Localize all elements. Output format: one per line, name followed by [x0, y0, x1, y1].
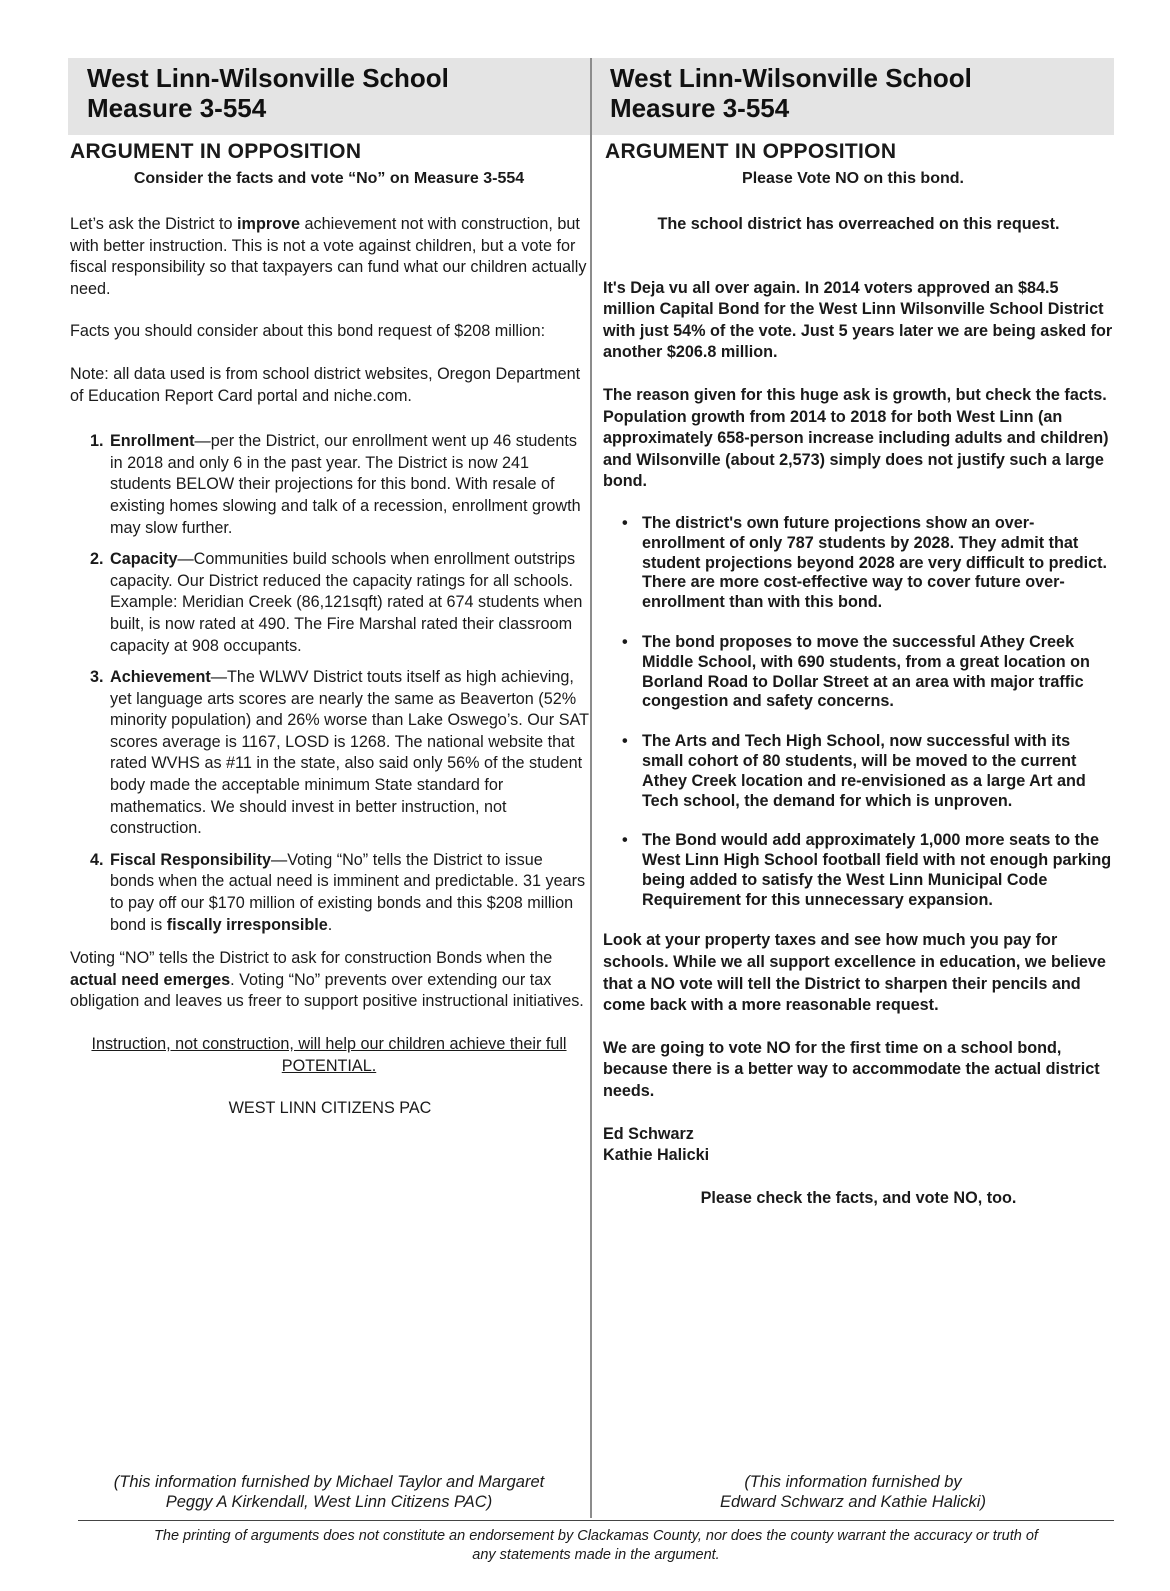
- right-growth: The reason given for this huge ask is growth, but check the facts. Population growth from 2014 to 2018 for both West Linn (an approximately 658-person increase including adults and children) and Wilsonville (about 2,573) simply does not justify such a large bond.: [603, 385, 1109, 491]
- fact-text-end: .: [327, 915, 333, 934]
- left-title-line2: Measure 3-554: [87, 93, 267, 123]
- left-argument-column: [68, 58, 590, 1518]
- left-heading: ARGUMENT IN OPPOSITION: [70, 140, 362, 163]
- bullet-projections: [622, 513, 1114, 613]
- left-note: Note: all data used is from school district websites, Oregon Department of Education Report Card portal and niche.com.: [70, 364, 581, 405]
- right-signers: [603, 1124, 1114, 1167]
- intro-bold: improve: [237, 215, 301, 233]
- furnished-line1: (This information furnished by: [744, 1473, 962, 1491]
- bullet-text: The bond proposes to move the successful Athey Creek Middle School, with 690 students, from a great location on Borland Road to Dollar Street at an area with major traffic congestion and safety concerns.: [642, 632, 1090, 711]
- right-deja-vu: It's Deja vu all over again. In 2014 voters approved an $84.5 million Capital Bond for the West Linn Wilsonville School District with just 54% of the vote. Just 5 years later we are being asked for another $206.8 million.: [603, 278, 1113, 362]
- bullet-football-seats: [622, 831, 1114, 910]
- intro-text-end: achievement not with construction, but with better instruction. This is not a vote against children, but a vote for fiscal responsibility so that taxpayers can fund what our children actually need.: [70, 215, 587, 298]
- right-taxes: Look at your property taxes and see how much you pay for schools. While we all support excellence in education, we believe that a NO vote will tell the District to sharpen their pencils and come back with a more reasonable request.: [603, 931, 1106, 1015]
- right-heading: ARGUMENT IN OPPOSITION: [605, 140, 897, 163]
- bullet-icon: •: [622, 632, 628, 651]
- left-tagline: Consider the facts and vote “No” on Measure 3-554: [133, 170, 525, 187]
- bullet-arts-tech: [622, 732, 1114, 811]
- right-vote-no: We are going to vote NO for the first time on a school bond, because there is a better way to accommodate the actual district needs.: [603, 1038, 1100, 1101]
- left-intro-paragraph: [68, 214, 590, 300]
- fact-item-fiscal-responsibility: [108, 850, 590, 936]
- fact-text: —Communities build schools when enrollment outstrips capacity. Our District reduced the capacity ratings for all schools. Example: Meridian Creek (86,121sqft) rated at 674 students when built, is now rated at 490. The Fire Marshal rated their classroom capacity at 908 occupants.: [110, 550, 583, 655]
- bullet-icon: •: [622, 831, 628, 850]
- closing-text-end: . Voting “No” prevents over extending our tax obligation and leaves us freer to support positive instructional initiatives.: [70, 970, 584, 1011]
- bullet-text: The Arts and Tech High School, now successful with its small cohort of 80 students, will be moved to the current Athey Creek location and re-envisioned as a large Art and Tech school, the demand for which is unproven.: [642, 732, 1086, 810]
- left-closing-paragraph: [68, 948, 590, 1013]
- signer-2: Kathie Halicki: [603, 1146, 710, 1165]
- signer-1: Ed Schwarz: [603, 1124, 694, 1143]
- fact-label: Capacity: [110, 550, 178, 569]
- footer-rule: [78, 1520, 1114, 1521]
- fact-label: Enrollment: [110, 432, 195, 451]
- fact-text-bold: fiscally irresponsible: [166, 915, 328, 934]
- fact-text: —Voting “No” tells the District to issue bonds when the actual need is imminent and predictable. 31 years to pay off our $170 million of existing bonds and this $208 million bond is: [110, 850, 586, 934]
- fact-text: —per the District, our enrollment went up 46 students in 2018 and only 6 in the past year. The District is now 241 students BELOW their projections for this bond. With resale of existing homes slowing and talk of a recession, enrollment growth may slow further.: [110, 432, 581, 537]
- bullet-icon: •: [622, 732, 628, 751]
- fact-item-enrollment: [108, 431, 590, 539]
- disclaimer-line2: any statements made in the argument.: [472, 1547, 720, 1563]
- left-facts-list: [68, 431, 590, 936]
- bullet-icon: •: [622, 513, 628, 532]
- right-bullet-list: [603, 514, 1114, 911]
- furnished-line2: Edward Schwarz and Kathie Halicki): [720, 1493, 986, 1511]
- disclaimer-line1: The printing of arguments does not constitute an endorsement by Clackamas County, nor does the county warrant the accuracy or truth of: [154, 1528, 1038, 1544]
- left-furnished-by: [68, 1472, 590, 1512]
- right-argument-column: [592, 58, 1114, 1518]
- right-title-line2: Measure 3-554: [610, 93, 790, 123]
- fact-label: Fiscal Responsibility: [110, 850, 272, 869]
- right-tagline: Please Vote NO on this bond.: [742, 170, 964, 187]
- left-facts-intro: Facts you should consider about this bond request of $208 million:: [70, 322, 546, 341]
- intro-text: Let’s ask the District to: [70, 215, 238, 233]
- fact-item-capacity: [108, 549, 590, 657]
- fact-text: —The WLWV District touts itself as high achieving, yet language arts scores are nearly the same as Beaverton (52% minority population) and 26% worse than Lake Oswego’s. Our SAT scores average is 1167, LOSD is 1268. The national website that rated WVHS as #11 in the state, also said only 56% of the student body made the acceptable minimum State standard for mathematics. We should invest in better instruction, not construction.: [110, 668, 589, 838]
- right-overreach: The school district has overreached on this request.: [657, 215, 1060, 233]
- closing-bold: actual need emerges: [70, 970, 231, 989]
- furnished-line2: Peggy A Kirkendall, West Linn Citizens PAC): [165, 1493, 493, 1511]
- right-furnished-by: [592, 1472, 1114, 1512]
- furnished-line1: (This information furnished by Michael Taylor and Margaret: [113, 1473, 545, 1491]
- right-title-line1: West Linn-Wilsonville School: [610, 63, 972, 93]
- left-slogan: Instruction, not construction, will help our children achieve their full POTENTIAL.: [91, 1035, 567, 1075]
- bullet-text: The Bond would add approximately 1,000 more seats to the West Linn High School football field with not enough parking being added to satisfy the West Linn Municipal Code Requirement for this unnecessary expansion.: [642, 831, 1112, 909]
- right-header-box: [592, 58, 1114, 135]
- left-title-line1: West Linn-Wilsonville School: [87, 63, 449, 93]
- left-signature: WEST LINN CITIZENS PAC: [228, 1099, 432, 1118]
- fact-label: Achievement: [110, 668, 211, 687]
- bullet-athey-creek: [622, 632, 1114, 712]
- right-check-facts: Please check the facts, and vote NO, too.: [700, 1188, 1017, 1207]
- right-body: [592, 188, 1114, 1209]
- fact-item-achievement: [108, 667, 590, 840]
- left-header-box: [68, 58, 590, 135]
- closing-text: Voting “NO” tells the District to ask for construction Bonds when the: [70, 949, 553, 968]
- county-disclaimer: [78, 1527, 1114, 1565]
- bullet-text: The district's own future projections show an over-enrollment of only 787 students by 2028. They admit that student projections beyond 2028 are very difficult to predict. There are more cost-effective way to cover future over-enrollment than with this bond.: [642, 513, 1108, 612]
